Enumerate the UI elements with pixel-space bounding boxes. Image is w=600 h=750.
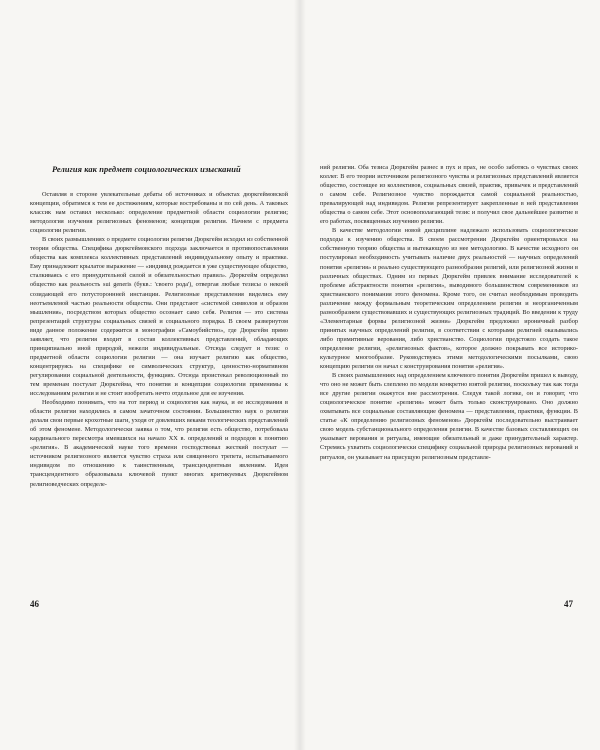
page-number: 47 — [564, 599, 573, 609]
right-page-text — [320, 163, 578, 462]
paragraph: В своих размышлениях о предмете социологии религии Дюркгейм исходил из собственной теории общества. Специфика дюркгеймовского подхода заключается в противопоставлении общества как комплекса коллективных представлений индивидуальному опыту и практике. Ему принадлежит крылатое выражение — «индивид рождается в уже существующее общество, сталкиваясь с его принудительной силой и обязательностью правил». Дюркгейм определял общество как реальность sui generis (букв.: 'своего рода'), отвергая любые тезисы о некоей созидающей его потустороннней инстанции. Религиозные представления виделись ему неотъемлемой частью реальности общества. Они предстают «системой символов и образом мышления», посредством которых общество осознает само себя. Религия — это система репрезентаций структуры социальных связей и социального порядка. В своем развернутом виде данное положение содержится в монографии «Самоубийство», где Дюркгейм прямо заявляет, что религия входит в состав коллективных представлений, обладающих принципиально иной природой, нежели индивидуальные. Отсюда следует и тезис о предметной области социологии религии — она изучает религию как общество, концентрируясь на специфике ее символических структур, ценностно-нормативном регулировании социальной деятельности, функциях. Отсюда проистекал революционный по тем временам постулат Дюркгейма, что понятия и концепции социологии применимы к исследованиям религии и не стоит изобретать нечто отдельное для ее изучения. — [30, 236, 288, 398]
section-title: Религия как предмет социологических изысканий — [52, 165, 241, 174]
paragraph: В своих размышлениях над определением ключевого понятия Дюркгейм пришел к выводу, что оно не может быть слепленo по модели конкретно взятой религии, поскольку так как тогда все другие религии окажутся вне рассмотрения. Следуя такой логике, он и говорит, что социологическое понятие «религия» может быть только сконструировано. Оно должно охватывать все социальные составляющие феномена — представления, практики, функции. В статье «К определению религиозных феноменов» Дюркгейм последовательно выстраивает свою модель субстанционального определения религии. В качестве базовых составляющих он указывает верования и ритуалы, имеющие обязательный и даже принудительный характер. Стремясь ухватить социологически специфику социальной природы религиозных верований и ритуалов, он указывает на присущую религиозным представле- — [320, 372, 578, 461]
paragraph: Оставляя в стороне увлекательные дебаты об источниках и объектах дюркгеймовской концепции, обратимся к тем ее достижениям, которые востребованы и по сей день. А таковых классик нам оставил несколько: определение предметной области социологии религии; методология изучения религиозных феноменов; концепция религии. Начнем с предмета социологии религии. — [30, 191, 288, 235]
paragraph: Необходимо понимать, что на тот период и социология как наука, и ее исследования в области религии находились в самом зачаточном состоянии. Большинство наук о религии делали свои первые крохотные шаги, уходя от довлевших веками теологических представлений об этом феномене. Методологически заявка о том, что религия есть общество, потребовала кардинального пересмотра имевшихся на начало XX в. определений и подходов к понятию «религия». В академической науке того времени господствовал жесткий постулат — источником религиозного является чувство страха или священного трепета, испытываемого индивидом по отношению к таинственным, трансцендентным явлениям. Идея трансцендентного образовывала ключевой пункт многих критикуемых Дюркгеймом религиоведческих определе- — [30, 399, 288, 488]
right-page — [300, 0, 600, 750]
page-number: 46 — [30, 599, 39, 609]
paragraph: ний религии. Оба тезиса Дюркгейм разнес в пух и прах, не особо заботясь о чувствах своих коллег. В его теории источником религиозного чувства и религиозных представлений является общество, состоящее из коллективов, социальных связей, практик, привычек и представлений о самом себе. Религиозное чувство порождается самой социальной реальностью, превалирующей над индивидом. Религия репрезентирует закрепленные в ней представления общества о самом себе. Этот основополагающий тезис и получил свое дальнейшее развитие в его работах, посвященных изучению религии. — [320, 164, 578, 226]
paragraph: В качестве методологии новой дисциплине надлежало использовать социологические подходы к изучению общества. В своем рассмотрении Дюркгейм ориентировался на собственную теорию общества и вытекающую из нее методологию. В качестве исходного он постулировал необходимость учитывать наличие двух реальностей — научных определений понятия «религия» и реально существующего разнообразия религий, или религиозной жизни в различных обществах. Одним из первых Дюркгейм привлек внимание исследователей к проблеме абстрактности понятия «религия», выводимого большинством современников из христианского понимания этого феномена. Кроме того, он считал необходимым проводить различение между формальным теоретическим определением религии и неорганиченным разнообразием существовавших и существующих религиозных традиций. Во введении к труду «Элементарные формы религиозной жизни» Дюркгейм предложил ироничный разбор принятых научных определений религии, в соответствии с которыми религией оказывались либо примитивные верования, либо христианство. Социологии предстояло создать такое определение религии, «религиозных фактов», которое должно покрывать все историко-культурное многообразие. Руководствуясь этими методологическими посылками, свою концепцию религии он начал с конструирования понятия «религия». — [320, 227, 578, 371]
left-page-text — [30, 190, 288, 489]
